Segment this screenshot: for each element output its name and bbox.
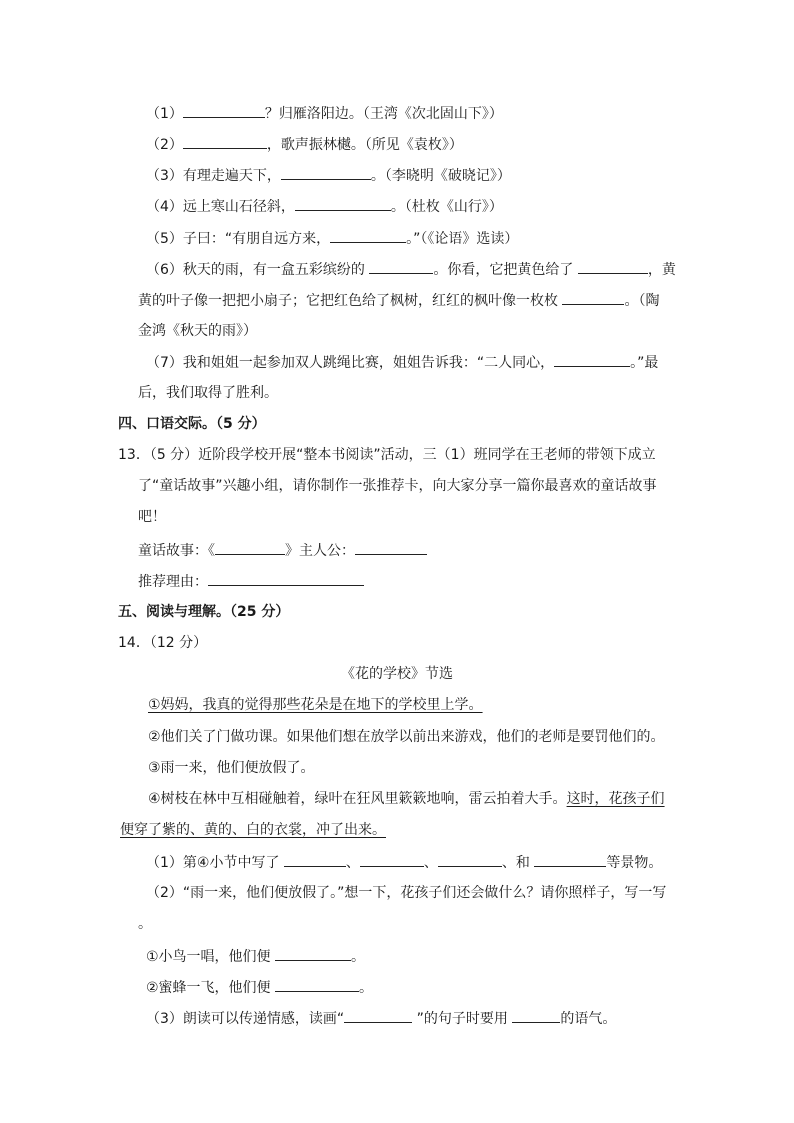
item-text: （7）我和姐姐一起参加双人跳绳比赛，姐姐告诉我：“二人同心， <box>146 355 555 371</box>
answer-blank[interactable] <box>554 352 630 367</box>
passage-paragraph-3: ③雨一来，他们便放假了。 <box>148 760 315 776</box>
reason-line <box>138 571 364 592</box>
item-text: 等景物。 <box>606 855 663 871</box>
item-text: （3）有理走遍天下， <box>146 168 281 184</box>
item-text: （2） <box>146 137 183 153</box>
item-text: 、 <box>345 855 360 871</box>
item-text: （3）朗读可以传递情感，读画“ <box>146 1011 345 1027</box>
answer-blank[interactable] <box>578 259 648 274</box>
item-text: 的语气。 <box>560 1011 617 1027</box>
answer-blank[interactable] <box>360 852 424 867</box>
item-text: 。 <box>351 949 366 965</box>
answer-blank[interactable] <box>281 165 371 180</box>
item-text: （5）子曰：“有朋自远方来， <box>146 231 331 247</box>
poem-item-3 <box>146 165 511 186</box>
poem-item-6 <box>146 259 676 280</box>
answer-blank[interactable] <box>438 852 502 867</box>
poem-item-4 <box>146 196 503 217</box>
poem-item-7-line2 <box>138 383 278 403</box>
item-text: ？归雁洛阳边。（王湾《次北固山下》） <box>264 106 503 122</box>
reason-blank[interactable] <box>208 571 364 586</box>
protagonist-blank[interactable] <box>355 540 427 555</box>
answer-blank[interactable] <box>369 259 433 274</box>
question-13-line2: 了“童话故事”兴趣小组，请你制作一张推荐卡，向大家分享一篇你最喜欢的童话故事 <box>138 478 657 494</box>
paragraph-text: ④树枝在林中互相碰触着，绿叶在狂风里簌簌地响，雷云拍着大手。 <box>148 791 567 807</box>
passage-paragraph-4-line2: 便穿了紫的、黄的、白的衣裳，冲了出来。 <box>120 822 386 838</box>
poem-item-7 <box>146 352 658 373</box>
item-text: 、 <box>423 855 438 871</box>
answer-blank[interactable] <box>344 1008 412 1023</box>
item-text: 。 <box>359 980 374 996</box>
item-text: 。（杜枚《山行》） <box>390 199 503 215</box>
protagonist-label: 》主人公： <box>285 543 355 559</box>
item-text: 金鸿《秋天的雨》） <box>138 323 257 339</box>
answer-blank[interactable] <box>275 946 351 961</box>
item-text: 后，我们取得了胜利。 <box>138 385 278 401</box>
item-text: 、和 <box>501 855 530 871</box>
item-text: 。”最 <box>630 355 659 371</box>
passage-paragraph-4 <box>148 789 665 809</box>
answer-blank[interactable] <box>295 196 391 211</box>
answer-blank[interactable] <box>284 852 346 867</box>
subquestion-3 <box>146 1008 616 1029</box>
item-text: ”的句子时要用 <box>416 1011 508 1027</box>
passage-title: 《花的学校》节选 <box>341 666 453 682</box>
section-heading: 四、口语交际。（5 分） <box>118 416 266 432</box>
answer-blank[interactable] <box>330 228 406 243</box>
answer-blank[interactable] <box>183 103 265 118</box>
item-text: ①小鸟一唱，他们便 <box>146 949 271 965</box>
item-text: （1） <box>146 106 183 122</box>
example-2 <box>146 977 373 998</box>
reason-label: 推荐理由： <box>138 574 208 590</box>
item-text: （6）秋天的雨，有一盒五彩缤纷的 <box>146 262 365 278</box>
answer-blank[interactable] <box>512 1008 560 1023</box>
poem-item-6-line2 <box>138 290 659 311</box>
item-text: （1）第④小节中写了 <box>146 855 280 871</box>
question-14: 14．（12 分） <box>118 635 208 651</box>
item-text: （4）远上寒山石径斜， <box>146 199 295 215</box>
item-text: 。（李晓明《破晓记》） <box>370 168 511 184</box>
subquestion-1 <box>146 852 662 873</box>
question-13-line1: 13．（5 分）近阶段学校开展“整本书阅读”活动，三（1）班同学在王老师的带领下成立 <box>118 447 656 463</box>
answer-blank[interactable] <box>275 977 359 992</box>
story-title-blank[interactable] <box>215 540 285 555</box>
story-recommend-line <box>138 540 427 561</box>
item-text: 。（陶 <box>624 293 660 309</box>
item-text: ②蜜蜂一飞，他们便 <box>146 980 271 996</box>
passage-paragraph-2: ②他们关了门做功课。如果他们想在放学以前出来游戏，他们的老师是要罚他们的。 <box>148 729 665 745</box>
item-text: 。你看，它把黄色给了 <box>433 262 574 278</box>
question-13-line3: 吧！ <box>138 509 166 525</box>
story-label: 童话故事：《 <box>138 543 215 559</box>
poem-item-2 <box>146 134 463 155</box>
passage-paragraph-1: ①妈妈，我真的觉得那些花朵是在地下的学校里上学。 <box>148 697 483 713</box>
subquestion-2-line2: 。 <box>138 916 152 932</box>
item-text: ，歌声振林樾。（所见《袁枚》） <box>266 137 463 153</box>
poem-item-6-line3 <box>138 321 257 341</box>
underlined-sentence: 这时，花孩子们 <box>566 791 665 807</box>
example-1 <box>146 946 365 967</box>
subquestion-2: （2）“雨一来，他们便放假了。”想一下，花孩子们还会做什么？请你照样子，写一写 <box>146 885 667 901</box>
item-text: 。”（《论语》选读） <box>406 231 519 247</box>
section-heading: 五、阅读与理解。（25 分） <box>118 604 290 620</box>
poem-item-1 <box>146 103 503 124</box>
answer-blank[interactable] <box>183 134 267 149</box>
poem-item-5 <box>146 228 518 249</box>
answer-blank[interactable] <box>562 290 624 305</box>
item-text: 黄的叶子像一把把小扇子；它把红色给了枫树，红红的枫叶像一枚枚 <box>138 293 558 309</box>
item-text: ，黄 <box>647 262 676 278</box>
answer-blank[interactable] <box>534 852 606 867</box>
